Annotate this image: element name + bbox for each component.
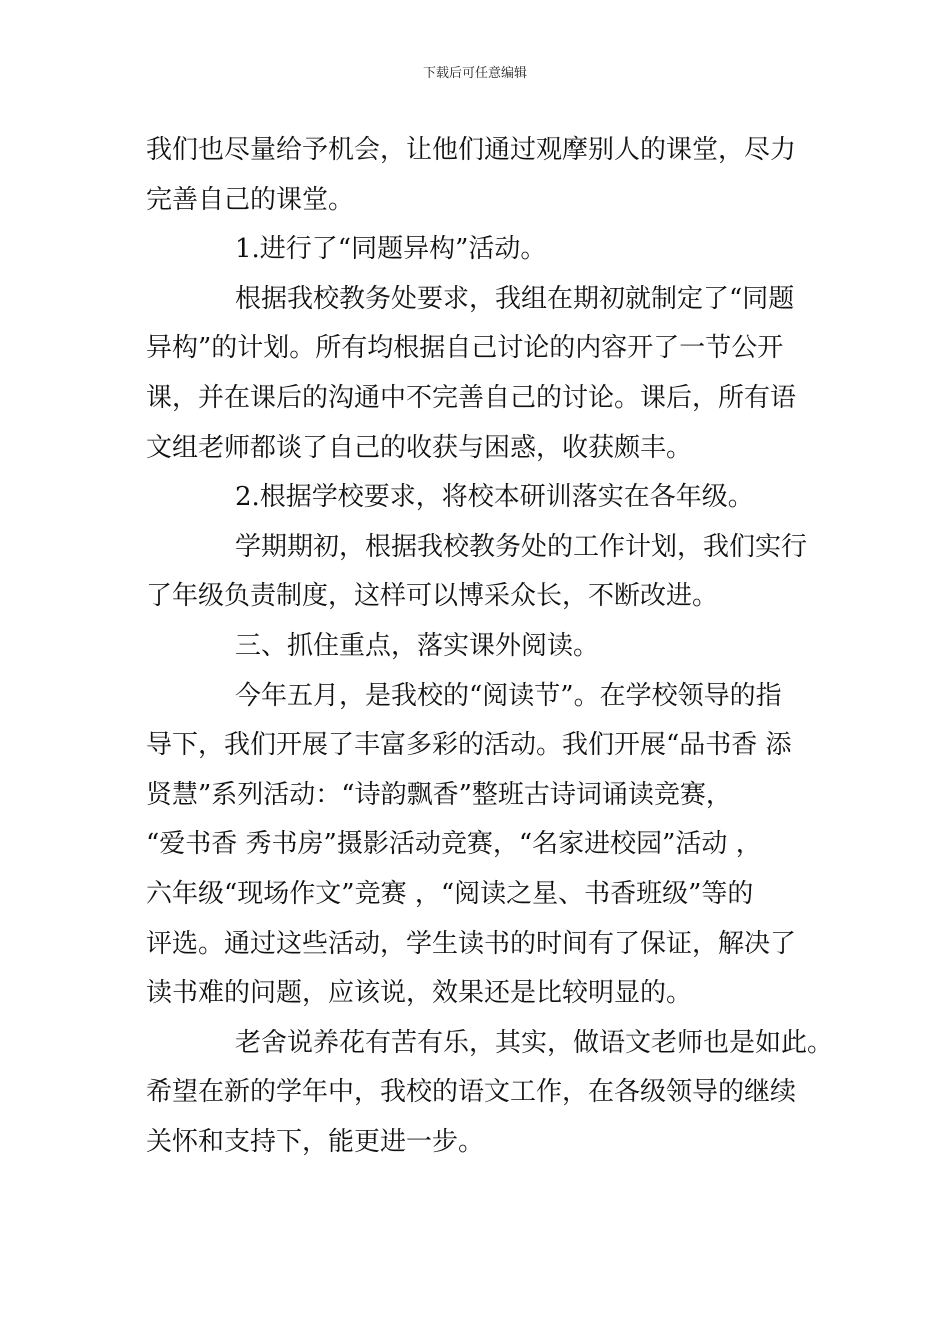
section-heading: 2.根据学校要求，将校本研训落实在各年级。 (235, 482, 754, 513)
text-line: 今年五月，是我校的“阅读节”。在学校领导的指 (235, 680, 782, 711)
text-line: 评选。通过这些活动，学生读书的时间有了保证，解决了 (146, 928, 797, 959)
section-heading: 三、抓住重点，落实课外阅读。 (235, 630, 600, 661)
text-line: 导下，我们开展了丰富多彩的活动。我们开展“品书香 添 (146, 730, 792, 761)
text-line: 老舍说养花有苦有乐，其实，做语文老师也是如此。 (235, 1027, 834, 1058)
text-line: 希望在新的学年中，我校的语文工作，在各级领导的继续 (146, 1077, 797, 1108)
text-line: 读书难的问题，应该说，效果还是比较明显的。 (146, 978, 693, 1009)
text-line: 完善自己的课堂。 (146, 184, 355, 215)
text-line: 贤慧”系列活动：“诗韵飘香”整班古诗词诵读竞赛， (146, 779, 732, 810)
text-line: 课，并在课后的沟通中不完善自己的讨论。课后，所有语 (146, 382, 797, 413)
text-line: “爱书香 秀书房”摄影活动竞赛，“名家进校园”活动 ， (146, 829, 762, 860)
section-heading: 1.进行了“同题异构”活动。 (235, 234, 547, 265)
text-line: 文组老师都谈了自己的收获与困惑，收获颇丰。 (146, 432, 693, 463)
text-line: 六年级“现场作文”竞赛 ，“阅读之星、书香班级”等的 (146, 878, 754, 909)
text-line: 根据我校教务处要求，我组在期初就制定了“同题 (235, 283, 795, 314)
page-header: 下载后可任意编辑 (422, 66, 527, 81)
document-body (146, 130, 834, 1171)
text-line: 学期期初，根据我校教务处的工作计划，我们实行 (235, 531, 808, 562)
text-line: 关怀和支持下，能更进一步。 (146, 1126, 485, 1157)
text-line: 我们也尽量给予机会，让他们通过观摩别人的课堂，尽力 (146, 135, 797, 165)
text-line: 异构”的计划。所有均根据自己讨论的内容开了一节公开 (146, 333, 784, 364)
text-line: 了年级负责制度，这样可以博采众长，不断改进。 (146, 581, 719, 612)
